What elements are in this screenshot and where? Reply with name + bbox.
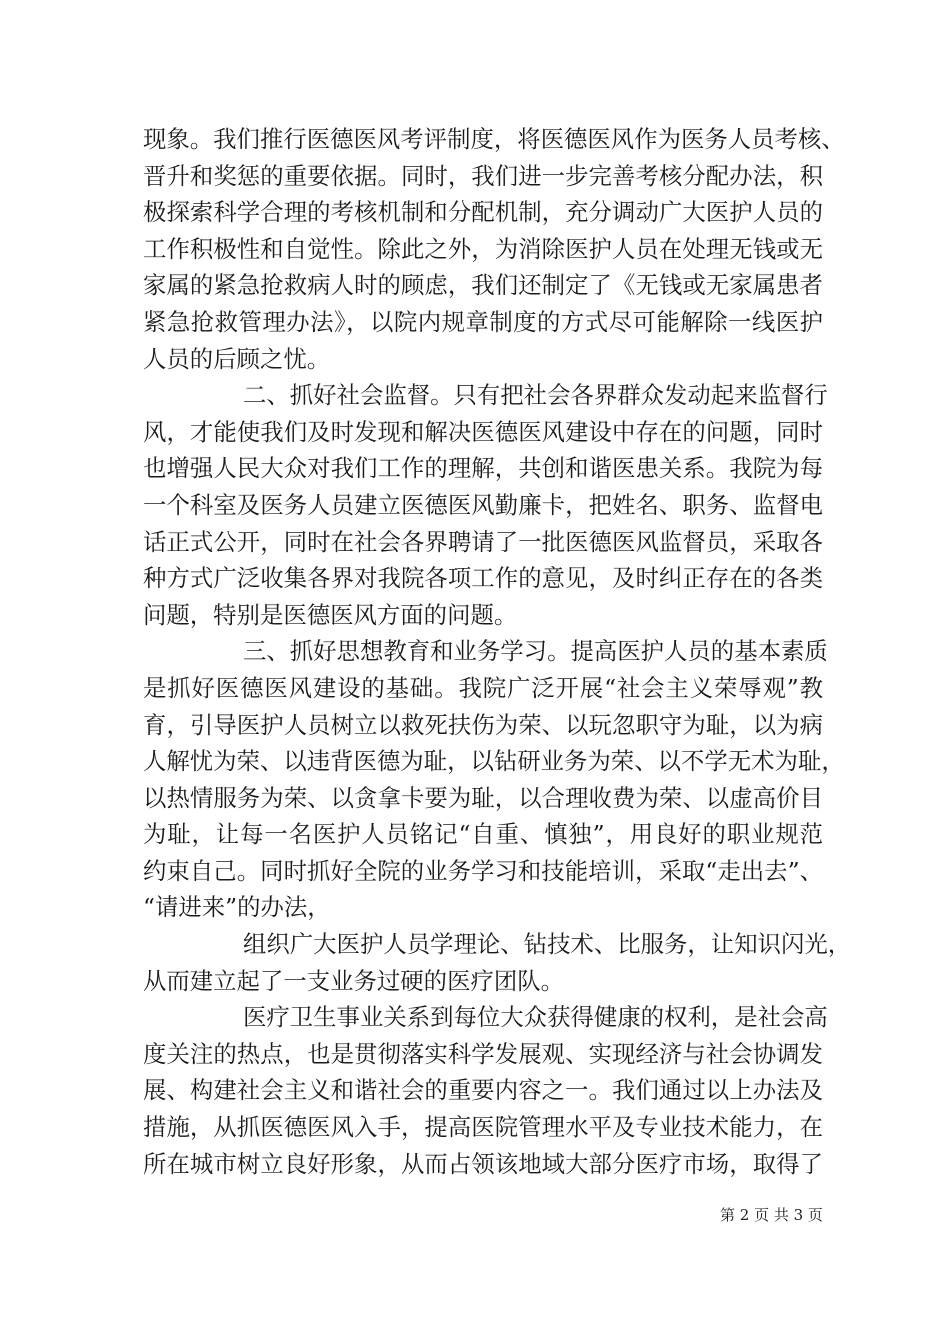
text-line: 话正式公开，同时在社会各界聘请了一批医德医风监督员，采取各 <box>143 527 823 556</box>
section-heading-line: 三、抓好思想教育和业务学习。提高医护人员的基本素质 <box>243 637 828 666</box>
text-line: 人解忧为荣、以违背医德为耻，以钻研业务为荣、以不学无术为耻， <box>143 747 845 776</box>
text-line: 约束自己。同时抓好全院的业务学习和技能培训，采取“走出去”、 <box>143 856 823 885</box>
text-line: 也增强人民大众对我们工作的理解，共创和谐医患关系。我院为每 <box>143 454 823 483</box>
text-line: 是抓好医德医风建设的基础。我院广泛开展“社会主义荣辱观”教 <box>143 673 823 702</box>
text-line: 风，才能使我们及时发现和解决医德医风建设中存在的问题，同时 <box>143 417 823 446</box>
text-line: 育，引导医护人员树立以救死扶伤为荣、以玩忽职守为耻，以为病 <box>143 710 823 739</box>
text-line: 度关注的热点，也是贯彻落实科学发展观、实现经济与社会协调发 <box>143 1039 823 1068</box>
paragraph-start-line: 医疗卫生事业关系到每位大众获得健康的权利，是社会高 <box>243 1003 828 1032</box>
text-line: 家属的紧急抢救病人时的顾虑，我们还制定了《无钱或无家属患者 <box>143 271 823 300</box>
text-line: 以热情服务为荣、以贪拿卡要为耻，以合理收费为荣、以虚高价目 <box>143 783 823 812</box>
document-body <box>143 121 852 1182</box>
text-line: 种方式广泛收集各界对我院各项工作的意见，及时纠正存在的各类 <box>143 564 823 593</box>
text-line: 措施，从抓医德医风入手，提高医院管理水平及专业技术能力，在 <box>143 1113 823 1142</box>
text-line: “请进来”的办法， <box>143 893 331 922</box>
text-line: 问题，特别是医德医风方面的问题。 <box>143 600 518 629</box>
text-line: 从而建立起了一支业务过硬的医疗团队。 <box>143 966 565 995</box>
text-line: 为耻，让每一名医护人员铭记“自重、慎独”，用良好的职业规范 <box>143 820 823 849</box>
text-line: 紧急抢救管理办法》，以院内规章制度的方式尽可能解除一线医护 <box>143 307 823 336</box>
text-line: 一个科室及医务人员建立医德医风勤廉卡，把姓名、职务、监督电 <box>143 490 823 519</box>
page-number-footer: 第 2 页 共 3 页 <box>720 1206 823 1224</box>
section-heading-line: 二、抓好社会监督。只有把社会各界群众发动起来监督行 <box>243 381 828 410</box>
text-line: 现象。我们推行医德医风考评制度，将医德医风作为医务人员考核、 <box>143 125 845 153</box>
paragraph-start-line: 组织广大医护人员学理论、钻技术、比服务，让知识闪光， <box>243 930 852 959</box>
text-line: 展、构建社会主义和谐社会的重要内容之一。我们通过以上办法及 <box>143 1076 823 1105</box>
text-line: 晋升和奖惩的重要依据。同时，我们进一步完善考核分配办法，积 <box>143 161 823 190</box>
text-line: 工作积极性和自觉性。除此之外，为消除医护人员在处理无钱或无 <box>143 234 823 263</box>
text-line: 人员的后顾之忧。 <box>143 344 331 373</box>
text-line: 极探索科学合理的考核机制和分配机制，充分调动广大医护人员的 <box>143 198 823 227</box>
text-line: 所在城市树立良好形象，从而占领该地域大部分医疗市场，取得了 <box>143 1149 823 1178</box>
